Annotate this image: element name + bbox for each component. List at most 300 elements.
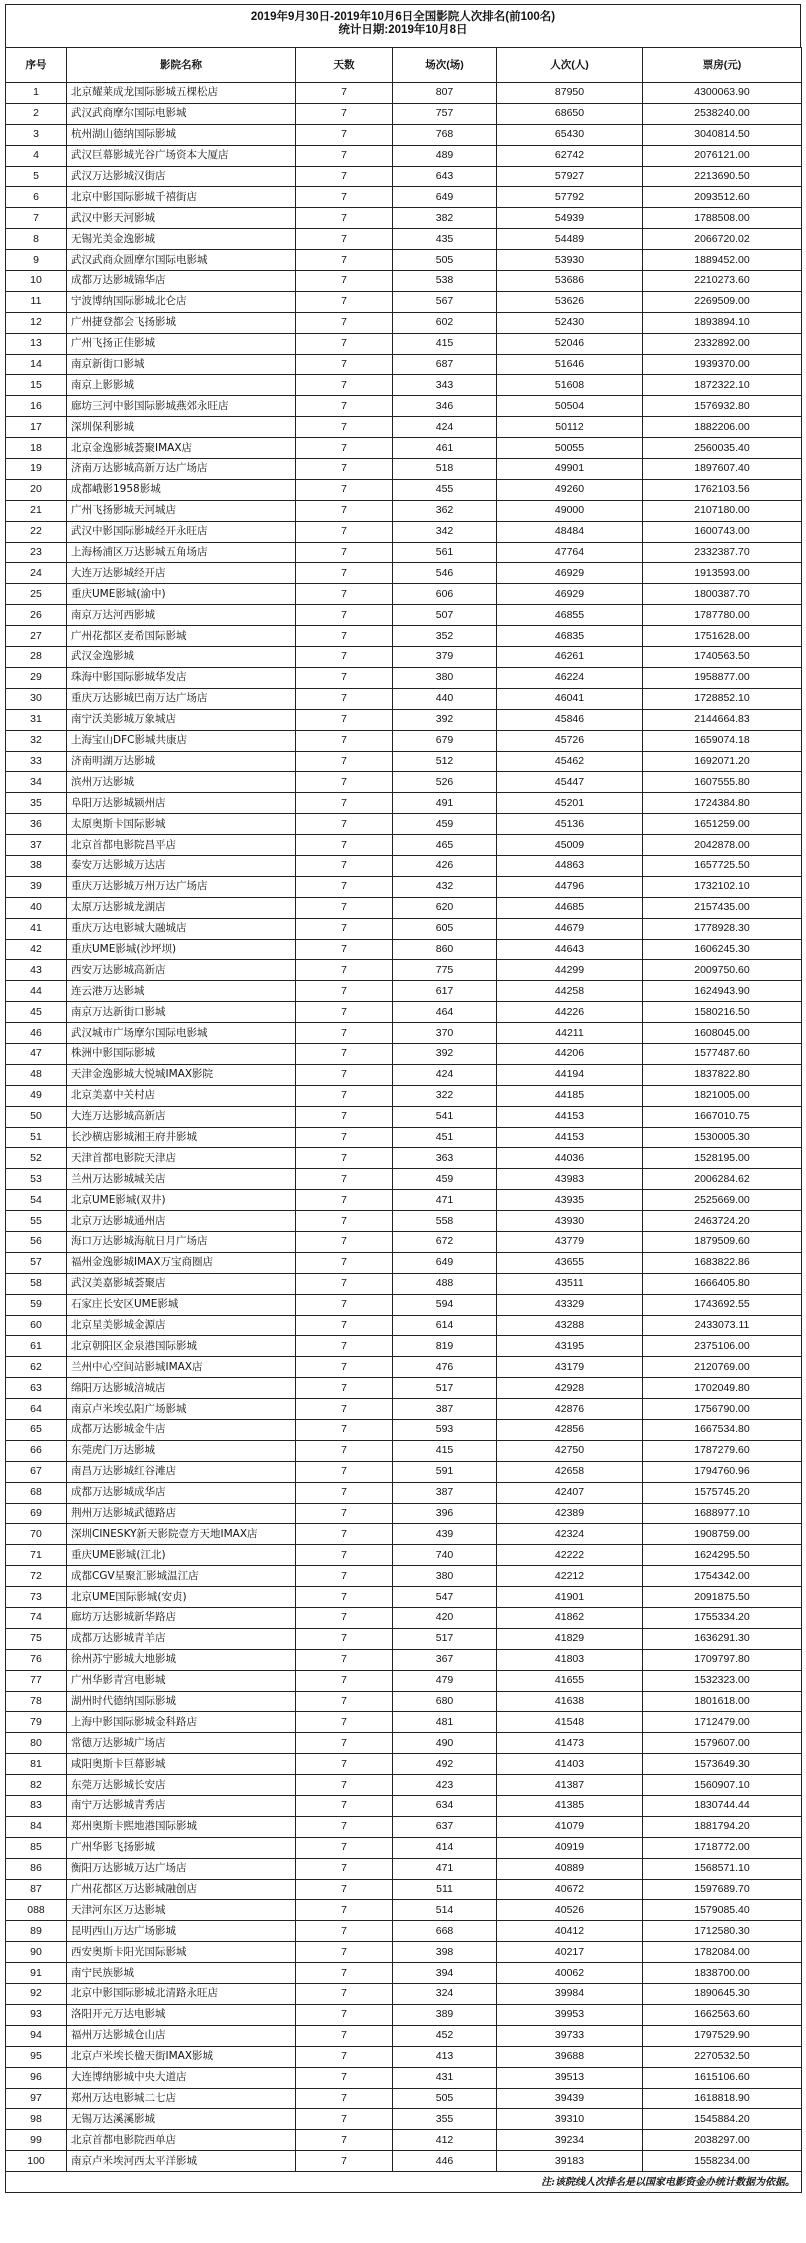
cinema-name-cell: 无锡光美金逸影城: [67, 229, 296, 250]
admissions-cell: 44685: [497, 897, 643, 918]
cinema-name-cell: 成都万达影城锦华店: [67, 271, 296, 292]
table-row: [6, 1190, 802, 1211]
table-row: [6, 312, 802, 333]
admissions-cell: 43511: [497, 1273, 643, 1294]
cinema-name-cell: 廊坊三河中影国际影城燕郊永旺店: [67, 396, 296, 417]
admissions-cell: 43930: [497, 1211, 643, 1232]
cinema-name-cell: 广州飞扬正佳影城: [67, 333, 296, 354]
document-header: [5, 4, 801, 47]
box-office-cell: 1709797.80: [643, 1649, 802, 1670]
days-cell: 7: [296, 1127, 393, 1148]
days-cell: 7: [296, 208, 393, 229]
box-office-cell: 1657725.50: [643, 855, 802, 876]
table-row: [6, 1399, 802, 1420]
box-office-cell: 1838700.00: [643, 1963, 802, 1984]
table-row: [6, 2151, 802, 2172]
cinema-name-cell: 上海杨浦区万达影城五角场店: [67, 542, 296, 563]
table-row: [6, 1252, 802, 1273]
admissions-cell: 41473: [497, 1733, 643, 1754]
rank-cell: 77: [6, 1670, 67, 1691]
box-office-cell: 1939370.00: [643, 354, 802, 375]
table-row: [6, 1816, 802, 1837]
rank-cell: 9: [6, 250, 67, 271]
column-header-screenings: 场次(场): [393, 48, 497, 83]
days-cell: 7: [296, 793, 393, 814]
table-body: [6, 83, 802, 2172]
admissions-cell: 54939: [497, 208, 643, 229]
ranking-document: [5, 4, 801, 2193]
table-row: [6, 1628, 802, 1649]
screenings-cell: 511: [393, 1879, 497, 1900]
rank-cell: 58: [6, 1273, 67, 1294]
days-cell: 7: [296, 1440, 393, 1461]
table-row: [6, 1378, 802, 1399]
table-row: [6, 2025, 802, 2046]
table-row: [6, 1482, 802, 1503]
cinema-name-cell: 郑州奥斯卡熙地港国际影城: [67, 1816, 296, 1837]
cinema-name-cell: 荆州万达影城武德路店: [67, 1503, 296, 1524]
screenings-cell: 392: [393, 709, 497, 730]
rank-cell: 37: [6, 835, 67, 856]
table-row: [6, 417, 802, 438]
screenings-cell: 561: [393, 542, 497, 563]
table-row: [6, 1315, 802, 1336]
table-header-row: [6, 48, 802, 83]
days-cell: 7: [296, 103, 393, 124]
cinema-name-cell: 北京UME国际影城(安贞): [67, 1587, 296, 1608]
table-row: [6, 187, 802, 208]
box-office-cell: 1724384.80: [643, 793, 802, 814]
cinema-name-cell: 北京美嘉中关村店: [67, 1085, 296, 1106]
screenings-cell: 740: [393, 1545, 497, 1566]
cinema-name-cell: 武汉武商众圆摩尔国际电影城: [67, 250, 296, 271]
box-office-cell: 1893894.10: [643, 312, 802, 333]
cinema-name-cell: 武汉金逸影城: [67, 647, 296, 668]
screenings-cell: 471: [393, 1190, 497, 1211]
days-cell: 7: [296, 2151, 393, 2172]
admissions-cell: 41548: [497, 1712, 643, 1733]
days-cell: 7: [296, 1775, 393, 1796]
days-cell: 7: [296, 417, 393, 438]
table-row: [6, 375, 802, 396]
days-cell: 7: [296, 1545, 393, 1566]
table-row: [6, 166, 802, 187]
days-cell: 7: [296, 1670, 393, 1691]
cinema-name-cell: 东莞虎门万达影城: [67, 1440, 296, 1461]
days-cell: 7: [296, 939, 393, 960]
days-cell: 7: [296, 333, 393, 354]
column-header-cinema: 影院名称: [67, 48, 296, 83]
box-office-cell: 1778928.30: [643, 918, 802, 939]
screenings-cell: 807: [393, 83, 497, 104]
screenings-cell: 634: [393, 1796, 497, 1817]
days-cell: 7: [296, 1649, 393, 1670]
days-cell: 7: [296, 876, 393, 897]
cinema-name-cell: 南京新街口影城: [67, 354, 296, 375]
screenings-cell: 424: [393, 417, 497, 438]
screenings-cell: 324: [393, 1984, 497, 2005]
rank-cell: 33: [6, 751, 67, 772]
table-row: [6, 626, 802, 647]
cinema-name-cell: 重庆UME影城(渝中): [67, 584, 296, 605]
rank-cell: 30: [6, 688, 67, 709]
rank-cell: 44: [6, 981, 67, 1002]
rank-cell: 95: [6, 2046, 67, 2067]
days-cell: 7: [296, 2046, 393, 2067]
rank-cell: 87: [6, 1879, 67, 1900]
box-office-cell: 1577487.60: [643, 1043, 802, 1064]
days-cell: 7: [296, 1023, 393, 1044]
rank-cell: 100: [6, 2151, 67, 2172]
cinema-name-cell: 大连博纳影城中央大道店: [67, 2067, 296, 2088]
rank-cell: 79: [6, 1712, 67, 1733]
table-row: [6, 814, 802, 835]
screenings-cell: 387: [393, 1399, 497, 1420]
days-cell: 7: [296, 1231, 393, 1252]
days-cell: 7: [296, 1900, 393, 1921]
box-office-cell: 1882206.00: [643, 417, 802, 438]
days-cell: 7: [296, 584, 393, 605]
admissions-cell: 49260: [497, 479, 643, 500]
table-row: [6, 2109, 802, 2130]
rank-cell: 26: [6, 605, 67, 626]
screenings-cell: 346: [393, 396, 497, 417]
table-row: [6, 1461, 802, 1482]
screenings-cell: 505: [393, 250, 497, 271]
days-cell: 7: [296, 1942, 393, 1963]
admissions-cell: 46929: [497, 563, 643, 584]
cinema-name-cell: 东莞万达影城长安店: [67, 1775, 296, 1796]
days-cell: 7: [296, 1566, 393, 1587]
cinema-name-cell: 太原奥斯卡国际影城: [67, 814, 296, 835]
days-cell: 7: [296, 1190, 393, 1211]
box-office-cell: 2076121.00: [643, 145, 802, 166]
rank-cell: 13: [6, 333, 67, 354]
admissions-cell: 49000: [497, 500, 643, 521]
days-cell: 7: [296, 1420, 393, 1441]
screenings-cell: 380: [393, 1566, 497, 1587]
admissions-cell: 57792: [497, 187, 643, 208]
days-cell: 7: [296, 375, 393, 396]
box-office-cell: 1579607.00: [643, 1733, 802, 1754]
screenings-cell: 432: [393, 876, 497, 897]
box-office-cell: 1908759.00: [643, 1524, 802, 1545]
box-office-cell: 2066720.02: [643, 229, 802, 250]
box-office-cell: 1712580.30: [643, 1921, 802, 1942]
rank-cell: 54: [6, 1190, 67, 1211]
rank-cell: 78: [6, 1691, 67, 1712]
screenings-cell: 476: [393, 1357, 497, 1378]
box-office-cell: 1597689.70: [643, 1879, 802, 1900]
cinema-name-cell: 北京UME影城(双井): [67, 1190, 296, 1211]
admissions-cell: 53930: [497, 250, 643, 271]
box-office-cell: 1659074.18: [643, 730, 802, 751]
days-cell: 7: [296, 271, 393, 292]
box-office-cell: 2120769.00: [643, 1357, 802, 1378]
days-cell: 7: [296, 1378, 393, 1399]
screenings-cell: 394: [393, 1963, 497, 1984]
admissions-cell: 41403: [497, 1754, 643, 1775]
rank-cell: 59: [6, 1294, 67, 1315]
admissions-cell: 87950: [497, 83, 643, 104]
days-cell: 7: [296, 855, 393, 876]
cinema-name-cell: 北京耀莱成龙国际影城五棵松店: [67, 83, 296, 104]
table-row: [6, 459, 802, 480]
days-cell: 7: [296, 1628, 393, 1649]
screenings-cell: 679: [393, 730, 497, 751]
days-cell: 7: [296, 667, 393, 688]
box-office-cell: 2463724.20: [643, 1211, 802, 1232]
days-cell: 7: [296, 1754, 393, 1775]
days-cell: 7: [296, 500, 393, 521]
screenings-cell: 471: [393, 1858, 497, 1879]
rank-cell: 45: [6, 1002, 67, 1023]
days-cell: 7: [296, 2067, 393, 2088]
rank-cell: 7: [6, 208, 67, 229]
rank-cell: 38: [6, 855, 67, 876]
cinema-name-cell: 阜阳万达影城颍州店: [67, 793, 296, 814]
rank-cell: 48: [6, 1064, 67, 1085]
admissions-cell: 46929: [497, 584, 643, 605]
days-cell: 7: [296, 1002, 393, 1023]
cinema-name-cell: 成都万达影城金牛店: [67, 1420, 296, 1441]
admissions-cell: 44643: [497, 939, 643, 960]
table-row: [6, 772, 802, 793]
rank-cell: 51: [6, 1127, 67, 1148]
admissions-cell: 42324: [497, 1524, 643, 1545]
admissions-cell: 53626: [497, 291, 643, 312]
rank-cell: 46: [6, 1023, 67, 1044]
table-row: [6, 1043, 802, 1064]
screenings-cell: 505: [393, 2088, 497, 2109]
cinema-name-cell: 广州华影青宫电影城: [67, 1670, 296, 1691]
admissions-cell: 44036: [497, 1148, 643, 1169]
days-cell: 7: [296, 1399, 393, 1420]
days-cell: 7: [296, 1169, 393, 1190]
rank-cell: 18: [6, 438, 67, 459]
box-office-cell: 1718772.00: [643, 1837, 802, 1858]
admissions-cell: 39183: [497, 2151, 643, 2172]
screenings-cell: 593: [393, 1420, 497, 1441]
rank-cell: 97: [6, 2088, 67, 2109]
rank-cell: 3: [6, 124, 67, 145]
cinema-name-cell: 武汉中影国际影城经开永旺店: [67, 521, 296, 542]
cinema-name-cell: 深圳保利影城: [67, 417, 296, 438]
screenings-cell: 757: [393, 103, 497, 124]
cinema-name-cell: 西安万达影城高新店: [67, 960, 296, 981]
screenings-cell: 322: [393, 1085, 497, 1106]
cinema-name-cell: 重庆万达影城巴南万达广场店: [67, 688, 296, 709]
rank-cell: 72: [6, 1566, 67, 1587]
admissions-cell: 50504: [497, 396, 643, 417]
screenings-cell: 492: [393, 1754, 497, 1775]
cinema-name-cell: 南宁沃美影城万象城店: [67, 709, 296, 730]
box-office-cell: 1545884.20: [643, 2109, 802, 2130]
box-office-cell: 1872322.10: [643, 375, 802, 396]
table-row: [6, 1273, 802, 1294]
days-cell: 7: [296, 521, 393, 542]
admissions-cell: 39733: [497, 2025, 643, 2046]
cinema-name-cell: 广州捷登都会飞扬影城: [67, 312, 296, 333]
screenings-cell: 860: [393, 939, 497, 960]
cinema-name-cell: 福州金逸影城IMAX万宝商圈店: [67, 1252, 296, 1273]
screenings-cell: 668: [393, 1921, 497, 1942]
screenings-cell: 440: [393, 688, 497, 709]
screenings-cell: 614: [393, 1315, 497, 1336]
admissions-cell: 39953: [497, 2004, 643, 2025]
document-title: 2019年9月30日-2019年10月6日全国影院人次排名(前100名): [250, 11, 556, 23]
rank-cell: 67: [6, 1461, 67, 1482]
screenings-cell: 455: [393, 479, 497, 500]
screenings-cell: 489: [393, 145, 497, 166]
days-cell: 7: [296, 1984, 393, 2005]
cinema-name-cell: 成都峨影1958影城: [67, 479, 296, 500]
cinema-name-cell: 成都万达影城成华店: [67, 1482, 296, 1503]
days-cell: 7: [296, 835, 393, 856]
box-office-cell: 2091875.50: [643, 1587, 802, 1608]
screenings-cell: 591: [393, 1461, 497, 1482]
rank-cell: 36: [6, 814, 67, 835]
screenings-cell: 387: [393, 1482, 497, 1503]
cinema-name-cell: 武汉万达影城汉街店: [67, 166, 296, 187]
days-cell: 7: [296, 2004, 393, 2025]
days-cell: 7: [296, 1712, 393, 1733]
days-cell: 7: [296, 814, 393, 835]
cinema-name-cell: 成都CGV星聚汇影城温江店: [67, 1566, 296, 1587]
screenings-cell: 392: [393, 1043, 497, 1064]
footnote: 注:该院线人次排名是以国家电影资金办统计数据为依据。: [6, 2172, 802, 2193]
box-office-cell: 1879509.60: [643, 1231, 802, 1252]
box-office-cell: 1688977.10: [643, 1503, 802, 1524]
admissions-cell: 40889: [497, 1858, 643, 1879]
cinema-name-cell: 北京卢米埃长楹天街IMAX影城: [67, 2046, 296, 2067]
screenings-cell: 617: [393, 981, 497, 1002]
box-office-cell: 1754342.00: [643, 1566, 802, 1587]
box-office-cell: 2009750.60: [643, 960, 802, 981]
cinema-name-cell: 北京首都电影院西单店: [67, 2130, 296, 2151]
screenings-cell: 342: [393, 521, 497, 542]
rank-cell: 91: [6, 1963, 67, 1984]
screenings-cell: 481: [393, 1712, 497, 1733]
cinema-name-cell: 石家庄长安区UME影城: [67, 1294, 296, 1315]
days-cell: 7: [296, 166, 393, 187]
box-office-cell: 1600743.00: [643, 521, 802, 542]
admissions-cell: 52430: [497, 312, 643, 333]
admissions-cell: 44679: [497, 918, 643, 939]
screenings-cell: 620: [393, 897, 497, 918]
box-office-cell: 2093512.60: [643, 187, 802, 208]
rank-cell: 84: [6, 1816, 67, 1837]
days-cell: 7: [296, 1148, 393, 1169]
box-office-cell: 2157435.00: [643, 897, 802, 918]
box-office-cell: 1667534.80: [643, 1420, 802, 1441]
admissions-cell: 51646: [497, 354, 643, 375]
screenings-cell: 546: [393, 563, 497, 584]
table-row: [6, 2130, 802, 2151]
rank-cell: 62: [6, 1357, 67, 1378]
box-office-cell: 1651259.00: [643, 814, 802, 835]
table-row: [6, 647, 802, 668]
box-office-cell: 1558234.00: [643, 2151, 802, 2172]
screenings-cell: 605: [393, 918, 497, 939]
table-row: [6, 688, 802, 709]
screenings-cell: 396: [393, 1503, 497, 1524]
table-row: [6, 563, 802, 584]
table-row: [6, 1085, 802, 1106]
box-office-cell: 2144664.83: [643, 709, 802, 730]
box-office-cell: 2525669.00: [643, 1190, 802, 1211]
box-office-cell: 1782084.00: [643, 1942, 802, 1963]
days-cell: 7: [296, 1879, 393, 1900]
screenings-cell: 459: [393, 814, 497, 835]
box-office-cell: 1728852.10: [643, 688, 802, 709]
column-header-box-office: 票房(元): [643, 48, 802, 83]
box-office-cell: 1618818.90: [643, 2088, 802, 2109]
box-office-cell: 2006284.62: [643, 1169, 802, 1190]
rank-cell: 29: [6, 667, 67, 688]
screenings-cell: 567: [393, 291, 497, 312]
box-office-cell: 1913593.00: [643, 563, 802, 584]
days-cell: 7: [296, 1587, 393, 1608]
days-cell: 7: [296, 918, 393, 939]
box-office-cell: 1580216.50: [643, 1002, 802, 1023]
box-office-cell: 1575745.20: [643, 1482, 802, 1503]
box-office-cell: 1800387.70: [643, 584, 802, 605]
screenings-cell: 414: [393, 1837, 497, 1858]
cinema-name-cell: 滨州万达影城: [67, 772, 296, 793]
rank-cell: 61: [6, 1336, 67, 1357]
box-office-cell: 1740563.50: [643, 647, 802, 668]
box-office-cell: 1615106.60: [643, 2067, 802, 2088]
rank-cell: 41: [6, 918, 67, 939]
table-row: [6, 1440, 802, 1461]
box-office-cell: 1532323.00: [643, 1670, 802, 1691]
days-cell: 7: [296, 354, 393, 375]
screenings-cell: 479: [393, 1670, 497, 1691]
table-row: [6, 960, 802, 981]
screenings-cell: 380: [393, 667, 497, 688]
cinema-name-cell: 南昌万达影城红谷滩店: [67, 1461, 296, 1482]
box-office-cell: 2433073.11: [643, 1315, 802, 1336]
days-cell: 7: [296, 542, 393, 563]
days-cell: 7: [296, 2130, 393, 2151]
days-cell: 7: [296, 1921, 393, 1942]
days-cell: 7: [296, 2109, 393, 2130]
cinema-name-cell: 南京万达新街口影城: [67, 1002, 296, 1023]
admissions-cell: 41803: [497, 1649, 643, 1670]
admissions-cell: 40412: [497, 1921, 643, 1942]
column-header-rank: 序号: [6, 48, 67, 83]
table-row: [6, 1211, 802, 1232]
rank-cell: 10: [6, 271, 67, 292]
rank-cell: 90: [6, 1942, 67, 1963]
rank-cell: 71: [6, 1545, 67, 1566]
admissions-cell: 40062: [497, 1963, 643, 1984]
cinema-name-cell: 南京上影影城: [67, 375, 296, 396]
admissions-cell: 46261: [497, 647, 643, 668]
rank-cell: 86: [6, 1858, 67, 1879]
admissions-cell: 45201: [497, 793, 643, 814]
box-office-cell: 1732102.10: [643, 876, 802, 897]
table-row: [6, 354, 802, 375]
table-row: [6, 751, 802, 772]
screenings-cell: 602: [393, 312, 497, 333]
admissions-cell: 40526: [497, 1900, 643, 1921]
admissions-cell: 39688: [497, 2046, 643, 2067]
table-row: [6, 793, 802, 814]
cinema-name-cell: 洛阳开元万达电影城: [67, 2004, 296, 2025]
table-row: [6, 667, 802, 688]
